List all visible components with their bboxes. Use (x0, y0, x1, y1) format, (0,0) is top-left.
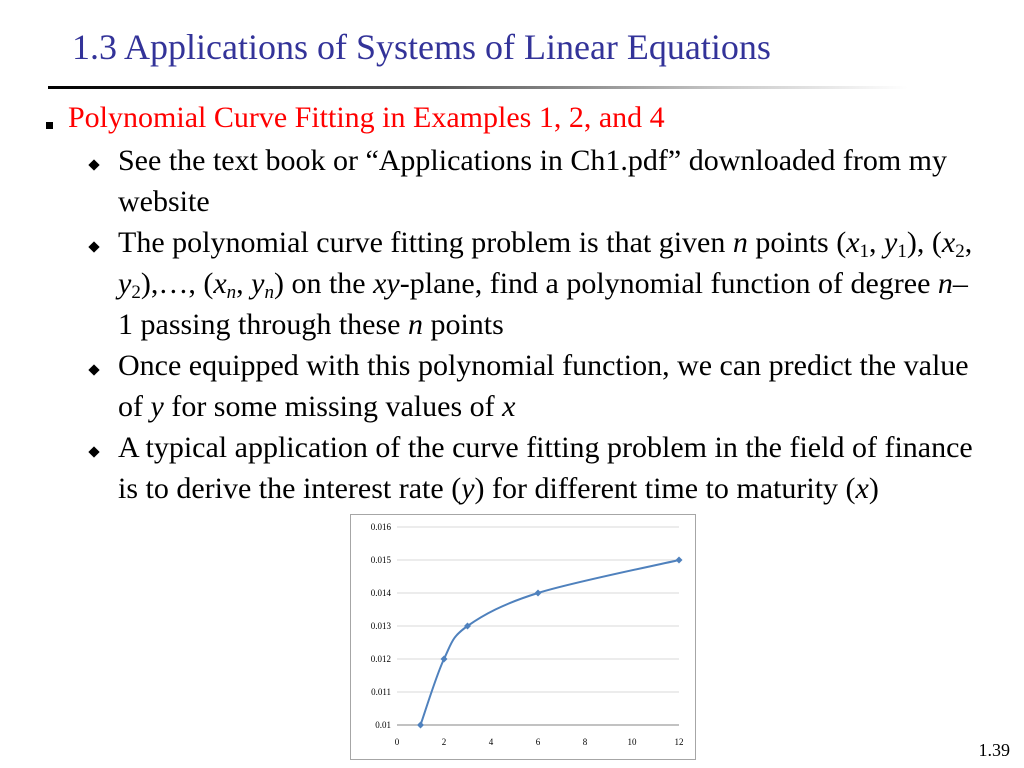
bullet-text-run: -plane, find a polynomial function of degree (399, 267, 938, 300)
x-tick-label: 10 (627, 737, 637, 747)
section-heading: Polynomial Curve Fitting in Examples 1, 2, and 4 (68, 101, 665, 134)
bullet-text-run: A typical application of the curve fitting problem in the field of finance is to derive the interest rate ( (118, 431, 973, 505)
data-point-marker (441, 656, 448, 663)
x-tick-label: 6 (535, 737, 541, 747)
x-tick-label: 8 (582, 737, 588, 747)
bullet-text-run: x (855, 472, 869, 505)
bullet-text-run: n (226, 282, 237, 303)
bullet-text-run: 2 (131, 282, 141, 303)
bullet-text-run: n (732, 226, 748, 259)
bullet-text-prediction (118, 345, 978, 427)
diamond-bullet-icon (88, 364, 99, 375)
bullet-text-run: , (869, 226, 885, 259)
square-bullet-icon (46, 122, 53, 129)
y-tick-label: 0.011 (371, 687, 391, 697)
x-tick-label: 2 (441, 737, 447, 747)
bullet-text-finance (118, 427, 978, 509)
bullet-text-run: 1 (859, 241, 870, 262)
bullet-text-run: x (846, 226, 860, 259)
interest-rate-chart (350, 514, 696, 760)
chart-plot-area (351, 515, 697, 761)
bullet-text-run: ) for different time to maturity ( (474, 472, 856, 505)
bullet-text-run: points ( (747, 226, 847, 259)
diamond-bullet-icon (88, 446, 99, 457)
diamond-bullet-icon (88, 241, 99, 252)
bullet-text-run: ) on the (273, 267, 374, 300)
bullet-text-curve-fitting (118, 222, 978, 345)
y-tick-label: 0.014 (370, 588, 391, 598)
bullet-text-run: 1 (897, 241, 907, 262)
bullet-text-run: y (118, 267, 132, 300)
data-point-marker (535, 590, 542, 597)
bullet-text-run: 2 (955, 241, 965, 262)
bullet-text-run: xy (373, 267, 400, 300)
bullet-text-run: for some missing values of (163, 390, 503, 423)
bullet-text-run: ),…, ( (140, 267, 214, 300)
bullet-text-run: –1 passing through these (118, 267, 968, 341)
data-point-marker (676, 557, 683, 564)
title-divider (48, 86, 908, 89)
bullet-text-run: The polynomial curve fitting problem is that given (118, 226, 733, 259)
x-tick-label: 4 (488, 737, 494, 747)
slide-title: 1.3 Applications of Systems of Linear Equations (72, 27, 771, 67)
y-tick-label: 0.015 (370, 555, 391, 565)
data-point-marker (417, 722, 424, 729)
bullet-text-run: , (236, 267, 252, 300)
bullet-text-textbook (118, 140, 978, 222)
diamond-bullet-icon (88, 159, 99, 170)
bullet-text-run: , (964, 226, 973, 259)
bullet-text-run: See the text book or “Applications in Ch1.pdf” downloaded from my website (118, 144, 947, 218)
y-tick-label: 0.013 (370, 621, 391, 631)
bullet-text-run: x (941, 226, 956, 259)
x-tick-label: 12 (674, 737, 684, 747)
bullet-text-run: ), ( (906, 226, 942, 259)
bullet-text-run: x (502, 390, 516, 423)
y-tick-label: 0.012 (370, 654, 391, 664)
bullet-text-run: n (407, 308, 423, 341)
series-line (421, 560, 680, 725)
y-tick-label: 0.016 (370, 522, 391, 532)
bullet-text-run: x (213, 267, 227, 300)
x-tick-label: 0 (394, 737, 400, 747)
bullet-text-run: ) (868, 472, 879, 505)
bullet-text-run: y (461, 472, 475, 505)
y-tick-label: 0.01 (375, 720, 391, 730)
bullet-text-run: y (884, 226, 898, 259)
bullet-text-run: n (937, 267, 953, 300)
bullet-text-run: points (422, 308, 504, 341)
bullet-text-run: n (264, 282, 274, 303)
bullet-text-run: Once equipped with this polynomial function, we can predict the value of (118, 349, 969, 423)
page-number: 1.39 (978, 740, 1010, 760)
bullet-text-run: y (150, 390, 164, 423)
bullet-text-run: y (251, 267, 265, 300)
